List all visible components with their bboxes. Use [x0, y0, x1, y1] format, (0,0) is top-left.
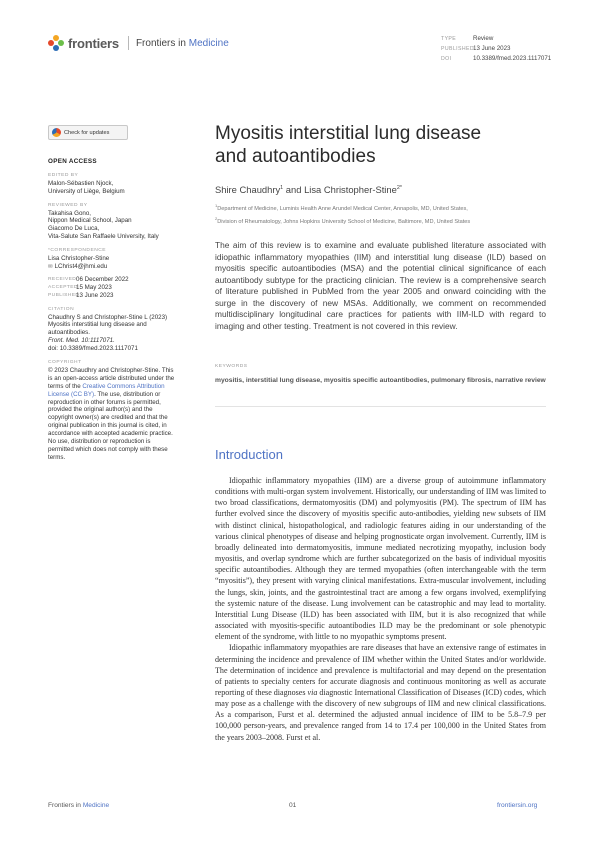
citation-doi[interactable]: doi: 10.3389/fmed.2023.1117071	[48, 345, 138, 353]
citation-line: Chaudhry S and Christopher-Stine L (2023)	[48, 313, 168, 321]
copyright-line: License (CC BY). The use, distribution or	[48, 390, 161, 398]
citation-line: Front. Med. 10:1117071.	[48, 337, 115, 345]
edited-by-label: EDITED BY	[48, 172, 79, 178]
correspondence-email[interactable]: ✉ LChrist4@jhmi.edu	[48, 263, 208, 272]
author-name[interactable]: Shire Chaudhry	[215, 184, 281, 195]
footer-site-link[interactable]: frontiersin.org	[497, 802, 538, 809]
check-for-updates-button[interactable]	[48, 125, 128, 140]
editor-line: Malon-Sébastien Njock,	[48, 179, 114, 187]
keywords: myositis, interstitial lung disease, myositis specific autoantibodies, pulmonary fibrosis, narrative review	[215, 377, 546, 384]
introduction-heading: Introduction	[215, 447, 283, 462]
received-row: RECEIVED 06 December 2022	[48, 275, 129, 283]
keywords-label: KEYWORDS	[215, 364, 248, 369]
cc-license-link[interactable]: Creative Commons Attribution	[82, 382, 165, 390]
author-name[interactable]: Lisa Christopher-Stine	[304, 184, 397, 195]
copyright-line: is an open-access article distributed under the	[48, 374, 175, 382]
copyright-line: terms.	[48, 453, 66, 461]
logo-divider	[128, 36, 129, 50]
doi-value[interactable]: 10.3389/fmed.2023.1117071	[473, 55, 552, 62]
copyright-label: COPYRIGHT	[48, 360, 82, 366]
brand-name: frontiers	[68, 35, 119, 51]
reviewer-line: Nippon Medical School, Japan	[48, 217, 132, 225]
cc-by-link[interactable]: License (CC BY)	[48, 390, 95, 398]
type-value: Review	[473, 35, 494, 42]
affiliations: $^1$Department of Medicine, Luminis Health Anne Arundel Medical Center, Annapolis, MD, United States, $^2$Division of Rheumatology, Johns Hopkins University School of Medicine, Baltimore, MD, United States	[215, 203, 471, 225]
paragraph: Idiopathic inflammatory myopathies are rare diseases that have an extensive range of estimates in determining the incidence and prevalence of IIM whether within the United States and/or worldwide. The determination of incidence and prevalence is multifactorial and may depend on the presentation of patients to specialty centers for accurate diagnosis and continuous monitoring as well as accurate reporting of these diagnoses via diagnostic International Classification of Diseases (ICD) codes, which may pose as a challenge with the discovery of new subgroups of IIM and new clinical classifications. As a comparison, Furst et al. determined the adjusted annual incidence of IIM to be 5.8–7.9 per 100,000 person-years, and prevalence ranged from 14 to 17.4 per 100,000 in the United States from the years 2003–2008. Furst et al.	[215, 643, 547, 742]
reviewer-line: Vita-Salute San Raffaele University, Italy	[48, 233, 159, 241]
body-text	[215, 475, 546, 743]
correspondence-label: *CORRESPONDENCE	[48, 248, 107, 254]
section-divider	[215, 406, 546, 407]
citation-line: Myositis interstitial lung disease and	[48, 321, 147, 329]
journal-name: Frontiers in Medicine	[135, 37, 229, 49]
copyright-line: terms of the Creative Commons Attribution	[48, 382, 165, 390]
accepted-row: ACCEPTED 15 May 2023	[48, 283, 112, 291]
article-title: Myositis interstitial lung disease and autoantibodies	[215, 123, 482, 167]
article-meta	[441, 34, 551, 64]
editor-line: University of Liège, Belgium	[48, 187, 125, 195]
page-number: 01	[289, 802, 297, 809]
copyright-line: reproduction in other forums is permitted,	[48, 398, 161, 406]
frontiers-logo[interactable]	[48, 33, 229, 53]
copyright-line: provided the original author(s) and the	[48, 406, 153, 414]
published-row: PUBLISHED 13 June 2023	[48, 291, 114, 299]
correspondence-name: Lisa Christopher-Stine	[48, 255, 110, 263]
copyright-line: copyright owner(s) are credited and that the	[48, 414, 168, 422]
abstract: The aim of this review is to examine and evaluate published literature associated with idiopathic inflammatory myopathies (IIM) and interstitial lung disease (ILD) based on myositis specific autoantibodies (MSA) and the potential clinical significance of each autoantibody subtype for the practicing clinician. The review is a comprehensive search of literature published in PubMed from the year 2005 and onward coinciding with the surge in the discovery of new MSAs. Additionally, we comment on recommended multidisciplinary longitudinal care practices for patients with IIM-ILD with regard to imaging and other testing. Treatment is not covered in this review.	[215, 240, 546, 331]
copyright-line: permitted which does not comply with these	[48, 446, 168, 453]
frontiers-mark-icon	[48, 35, 64, 51]
check-updates-label: Check for updates	[64, 129, 110, 136]
check-updates-icon	[52, 128, 61, 137]
type-label: TYPE	[441, 36, 457, 42]
open-access-label: OPEN ACCESS	[48, 158, 97, 165]
published-label: PUBLISHED	[441, 46, 475, 52]
reviewer-line: Giacomo De Luca,	[48, 225, 100, 233]
citation-line: autoantibodies.	[48, 329, 90, 337]
copyright-line: No use, distribution or reproduction is	[48, 438, 151, 446]
footer-journal: Frontiers in Medicine	[48, 802, 110, 809]
reviewed-by-label: REVIEWED BY	[48, 202, 88, 208]
copyright-line: original publication in this journal is cited, in	[48, 422, 167, 430]
reviewer-line: Takahisa Gono,	[48, 209, 91, 217]
published-value: 13 June 2023	[473, 45, 511, 52]
paragraph: Idiopathic inflammatory myopathies (IIM) are a diverse group of autoimmune inflammatory conditions with multi-organ system involvement. Historically, our understanding of IIM was limited to two broad classifications, dermatomyositis (DM) and polymyositis (PM). The spectrum of IIM has further evolved since the discovery of myositis specific auto-antibodies, yielding new subsets of IIM with distinct clinical, histopathological, and radiologic features aiding in our understanding of the various clinical phenotypes of disease and helping prognosticate organ involvement. Currently, IIM is broadly delineated into dermatomyositis, immune mediated necrotizing myopathy, inclusion body myositis, and overlap syndrome which are further subcategorized on the basis of individual myositis specific autoantibodies. Although they are termed myopathies (often interchangeable with the term “myositis”), they present with varying clinical manifestations. Extra-muscular involvement, including the lungs, skin, joints, and the gastrointestinal tract are among a few organs involved, exemplifying the systemic nature of the disease. Lung involvement can be catastrophic and may lead to mortality. Interstitial Lung Disease (ILD) has been associated with IIM, but it is also recognized that while associated with myositis-specific autoantibodies ILD may be the predominant or sole phenotypic element of the syndrome, with little to no myopathic symptoms present.	[215, 476, 546, 642]
copyright-line: accordance with accepted academic practice.	[48, 430, 173, 438]
citation-label: CITATION	[48, 306, 75, 312]
article-info-sidebar	[48, 158, 208, 462]
copyright-line: © 2023 Chaudhry and Christopher-Stine. This	[48, 366, 174, 374]
author-list: Shire Chaudhry$^1$ and Lisa Christopher-Stine$^{2*}$	[215, 184, 403, 195]
doi-label: DOI	[441, 56, 452, 62]
